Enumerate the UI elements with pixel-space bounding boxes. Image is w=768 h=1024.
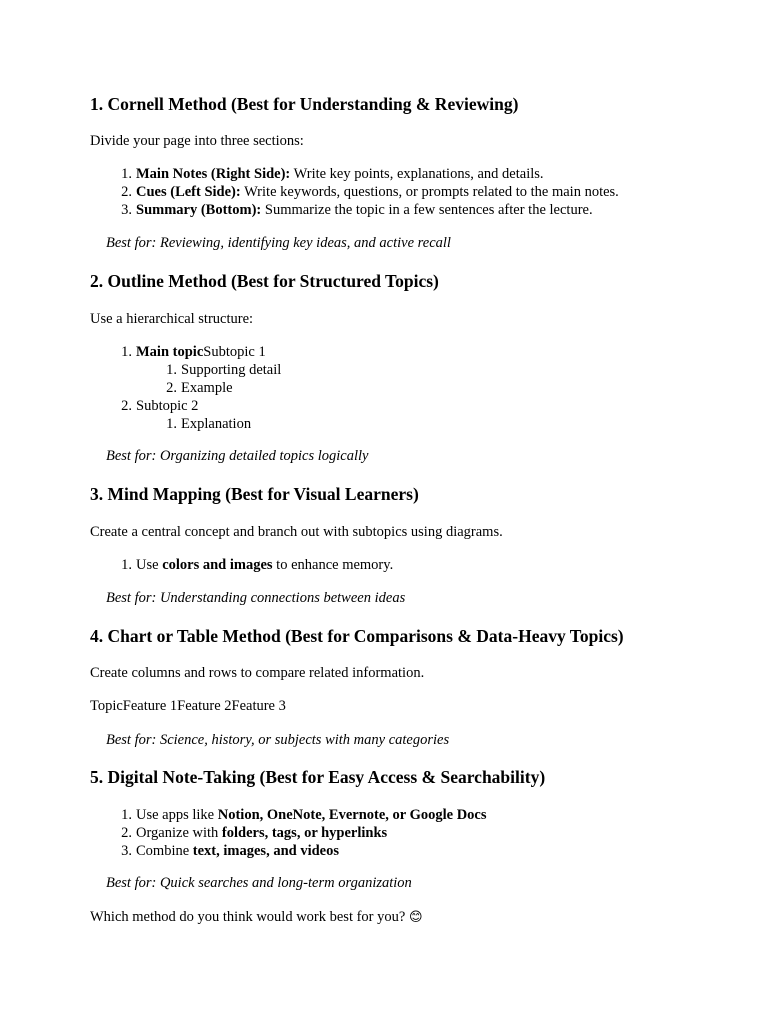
list-item-text: Example [181, 380, 233, 396]
list-item-text: Explanation [181, 416, 252, 432]
list-item-text: to enhance memory. [272, 557, 394, 573]
list-item [90, 824, 487, 842]
section-4-table-line: TopicFeature 1Feature 2Feature 3 [90, 698, 286, 714]
list-item [90, 556, 393, 574]
section-3-list [90, 556, 393, 574]
list-item-text: Supporting detail [181, 362, 282, 378]
section-1-list [90, 165, 619, 219]
section-2-heading: 2. Outline Method (Best for Structured Topics) [90, 271, 439, 291]
list-item [90, 842, 487, 860]
list-item-text: Subtopic 1 [203, 344, 266, 360]
outline-sublist [90, 415, 281, 433]
section-3-intro: Create a central concept and branch out with subtopics using diagrams. [90, 524, 503, 540]
list-number: 1 . [116, 165, 132, 183]
list-item-pre: Combine [136, 843, 193, 859]
list-item [90, 165, 619, 183]
list-item [90, 361, 281, 379]
list-item-text: Summarize the topic in a few sentences after the lecture. [261, 202, 593, 218]
outline-list [90, 397, 281, 415]
closing-text: Which method do you think would work best for you? [90, 909, 409, 925]
section-3-best-for: Best for: Understanding connections between ideas [106, 590, 406, 606]
list-number: 3 . [116, 842, 132, 860]
list-item-bold: Main topic [136, 344, 204, 360]
list-item [90, 806, 487, 824]
list-number: 1 . [161, 415, 177, 433]
section-4-intro: Create columns and rows to compare related information. [90, 665, 425, 681]
section-1-best-for: Best for: Reviewing, identifying key ideas, and active recall [106, 235, 451, 251]
section-3-heading: 3. Mind Mapping (Best for Visual Learners) [90, 484, 419, 504]
section-2-intro: Use a hierarchical structure: [90, 311, 254, 327]
smiling-face-icon: 😊 [408, 910, 423, 925]
list-item-bold: Main Notes (Right Side): [136, 166, 291, 182]
list-item-pre: Organize with [136, 825, 222, 841]
list-number: 2 . [161, 379, 177, 397]
list-item-text: Write key points, explanations, and details. [290, 166, 544, 182]
section-1-heading: 1. Cornell Method (Best for Understanding & Reviewing) [90, 94, 519, 114]
section-4-best-for: Best for: Science, history, or subjects with many categories [106, 732, 450, 748]
section-2-best-for: Best for: Organizing detailed topics logically [106, 448, 369, 464]
list-item-bold: Cues (Left Side): [136, 184, 241, 200]
list-item [90, 415, 281, 433]
section-5-list [90, 806, 487, 860]
list-item [90, 343, 281, 361]
outline-sublist [90, 361, 281, 397]
list-item-text: Write keywords, questions, or prompts related to the main notes. [240, 184, 619, 200]
list-item [90, 379, 281, 397]
section-4-heading: 4. Chart or Table Method (Best for Comparisons & Data-Heavy Topics) [90, 626, 624, 646]
list-number: 1 . [116, 343, 132, 361]
list-number: 3 . [116, 201, 132, 219]
outline-list [90, 343, 281, 361]
list-item-pre: Use apps like [136, 807, 218, 823]
list-item-bold: colors and images [162, 557, 273, 573]
list-item [90, 201, 619, 219]
list-number: 2 . [116, 824, 132, 842]
list-item-bold: text, images, and videos [192, 843, 340, 859]
list-item-text: Subtopic 2 [136, 398, 199, 414]
closing-question [90, 908, 423, 927]
list-number: 1 . [161, 361, 177, 379]
list-item-bold: folders, tags, or hyperlinks [221, 825, 388, 841]
section-1-intro: Divide your page into three sections: [90, 133, 304, 149]
list-item-bold: Summary (Bottom): [136, 202, 262, 218]
section-5-heading: 5. Digital Note-Taking (Best for Easy Access & Searchability) [90, 767, 546, 787]
list-number: 2 . [116, 183, 132, 201]
list-item-pre: Use [136, 557, 163, 573]
list-item-bold: Notion, OneNote, Evernote, or Google Docs [217, 807, 487, 823]
list-number: 1 . [116, 806, 132, 824]
section-2-outline [90, 343, 281, 433]
list-number: 1 . [116, 556, 132, 574]
list-item [90, 183, 619, 201]
list-number: 2 . [116, 397, 132, 415]
list-item [90, 397, 281, 415]
section-5-best-for: Best for: Quick searches and long-term organization [106, 875, 412, 891]
